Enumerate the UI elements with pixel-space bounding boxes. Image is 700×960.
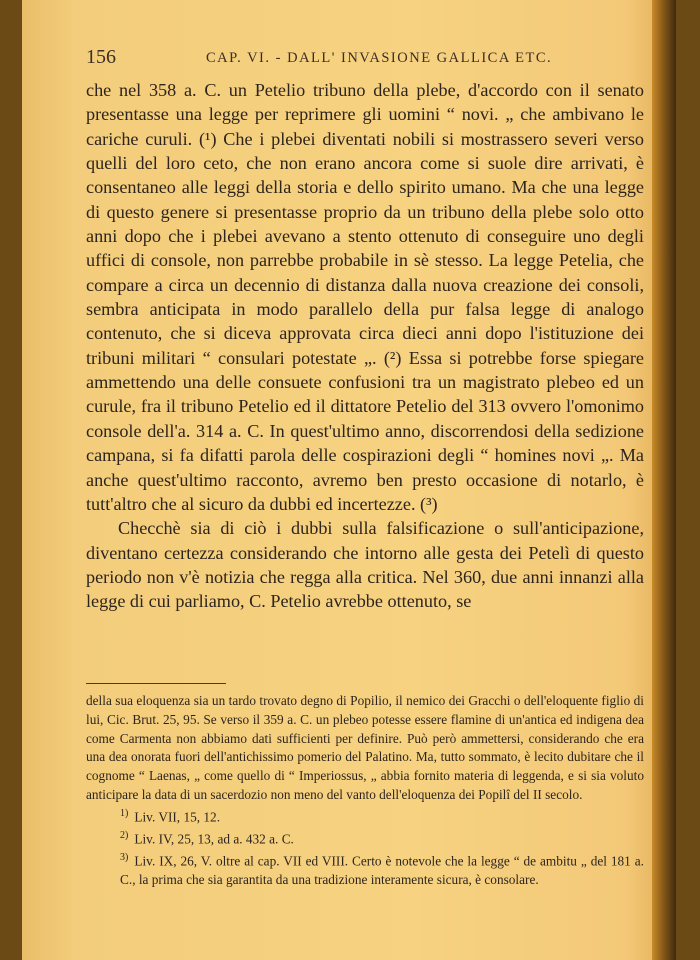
footnote-divider <box>86 683 226 684</box>
page-header <box>86 44 642 74</box>
footnote-number: 1) <box>120 807 129 819</box>
footnote <box>86 805 644 827</box>
footnote-number: 2) <box>120 830 129 841</box>
footnote-text: Liv. IV, 25, 13, ad a. 432 a. C. <box>134 831 294 847</box>
footnote-text: Liv. VII, 15, 12. <box>134 809 221 825</box>
paragraph: che nel 358 a. C. un Petelio tribuno della plebe, d'accordo con il senato presentasse una legge per reprimere gli uomini “ novi. „ che ambivano le cariche curuli. (¹) Che i plebei diventati nobili si mostrassero severi verso quelli del loro ceto, che non erano ancora come si suole dire arrivati, è consentaneo alle leggi della storia e dello spirito umano. Ma che una legge di questo genere si presentasse proprio da un tribuno della plebe solo otto anni dopo che i plebei avevano a stento ottenuto di conseguire uno degli uffici di console, non parrebbe probabile in sè stesso. La legge Petelia, che compare a circa un decennio di distanza dalla nuova creazione dei consoli, sembra anticipata in modo parallelo della pur falsa legge di analogo contenuto, che si diceva approvata circa dieci anni dopo l'istituzione dei tribuni militari “ consulari potestate „. (²) Essa si potrebbe forse spiegare ammettendo una delle consuete confusioni tra un magistrato plebeo ed un curule, fra il tribuno Petelio ed il dittatore Petelio del 313 ovvero l'omonimo console dell'a. 314 a. C. In quest'ultimo anno, discorrendosi della sedizione campana, si fa difatti parola delle cospirazioni degli “ homines novi „. Ma anche quest'ultimo racconto, avremo ben presto occasione di notarlo, è tutt'altro che al sicuro da dubbi ed incertezze. (³) <box>86 80 644 514</box>
footnote <box>86 849 644 890</box>
running-head: CAP. VI. - DALL' INVASIONE GALLICA ETC. <box>206 50 553 66</box>
footnote-text: Liv. IX, 26, V. oltre al cap. VII ed VIII. Certo è notevole che la legge “ de ambitu „ del 181 a. C., la prima che sia garantita da una tradizione interamente sicura, è consolare. <box>120 853 644 888</box>
book-page <box>22 0 676 960</box>
main-text <box>86 78 644 614</box>
page-number: 156 <box>86 46 116 68</box>
page-edge <box>652 0 676 960</box>
footnote <box>86 827 644 849</box>
footnote-continuation: della sua eloquenza sia un tardo trovato degno di Popilio, il nemico dei Gracchi o dell'eloquente figlio di lui, Cic. Brut. 25, 95. Se verso il 359 a. C. un plebeo potesse essere flamine di un'antica ed indigena dea come Carmenta non abbiamo dati sufficienti per definire. Può però ammettersi, considerando che era una dea onorata fuori dell'antichissimo pomerio del Palatino. Ma, tutto sommato, è lecito dubitare che il cognome “ Laenas, „ come quello di “ Imperiossus, „ abbia fornito materia di leggenda, e si sia voluto anticipare la data di un sacerdozio non meno del vanto dell'eloquenza dei Popilî del II secolo. <box>86 693 644 802</box>
paragraph: Checchè sia di ciò i dubbi sulla falsificazione o sull'anticipazione, diventano certezza considerando che intorno alle gesta dei Petelì di questo periodo non v'è notizia che regga alla critica. Nel 360, due anni innanzi alla legge di cui parliamo, C. Petelio avrebbe ottenuto, se <box>86 518 644 612</box>
footnotes <box>86 692 644 890</box>
footnote-number: 3) <box>120 852 129 864</box>
